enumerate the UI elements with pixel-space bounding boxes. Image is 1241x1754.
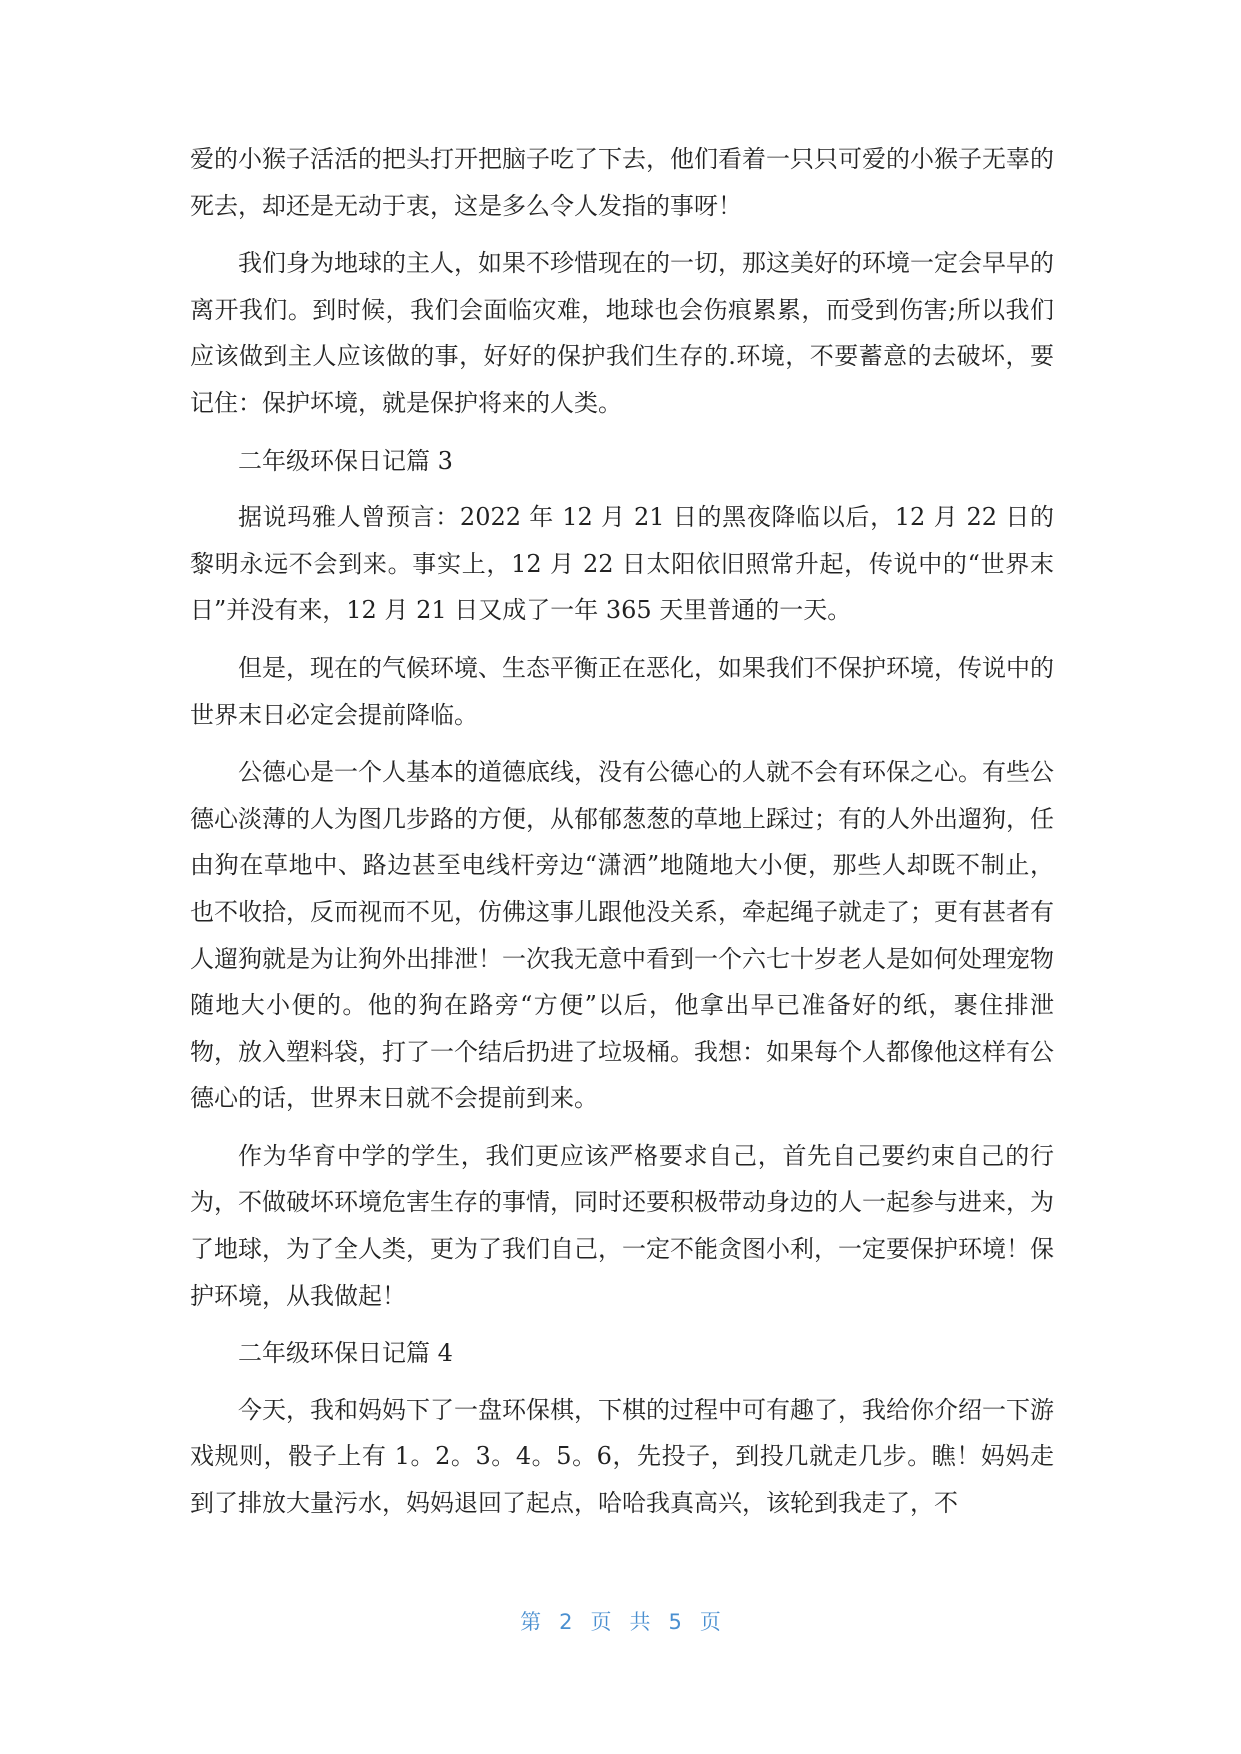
paragraph: 今天，我和妈妈下了一盘环保棋，下棋的过程中可有趣了，我给你介绍一下游戏规则，骰子上有 1。2。3。4。5。6，先投子，到投几就走几步。瞧！妈妈走到了排放大量污水，妈妈退回了起点，哈哈我真高兴，该轮到我走了，不 (190, 1395, 1054, 1518)
paragraph: 但是，现在的气候环境、生态平衡正在恶化，如果我们不保护环境，传说中的世界末日必定会提前降临。 (190, 653, 1054, 729)
total-page-number: 5 (668, 1610, 682, 1634)
paragraph: 公德心是一个人基本的道德底线，没有公德心的人就不会有环保之心。有些公德心淡薄的人为图几步路的方便，从郁郁葱葱的草地上踩过；有的人外出遛狗，任由狗在草地中、路边甚至电线杆旁边“潇洒”地随地大小便，那些人却既不制止，也不收拾，反而视而不见，仿佛这事儿跟他没关系，牵起绳子就走了；更有甚者有人遛狗就是为让狗外出排泄！一次我无意中看到一个六七十岁老人是如何处理宠物随地大小便的。他的狗在路旁“方便”以后，他拿出早已准备好的纸，裹住排泄物，放入塑料袋，打了一个结后扔进了垃圾桶。我想：如果每个人都像他这样有公德心的话，世界末日就不会提前到来。 (190, 758, 1054, 1113)
section-heading: 二年级环保日记篇 3 (238, 446, 453, 475)
page-label: 页 (699, 1610, 721, 1634)
page-label: 页 (590, 1610, 612, 1634)
current-page-number: 2 (559, 1610, 573, 1634)
page-label: 共 (629, 1610, 651, 1634)
paragraph: 爱的小猴子活活的把头打开把脑子吃了下去，他们看着一只只可爱的小猴子无辜的死去，却还是无动于衷，这是多么令人发指的事呀！ (190, 145, 1054, 220)
paragraph: 我们身为地球的主人，如果不珍惜现在的一切，那这美好的环境一定会早早的离开我们。到时候，我们会面临灾难，地球也会伤痕累累，而受到伤害;所以我们应该做到主人应该做的事，好好的保护我们生存的.环境，不要蓄意的去破坏，要记住：保护坏境，就是保护将来的人类。 (190, 249, 1054, 417)
paragraph: 作为华育中学的学生，我们更应该严格要求自己，首先自己要约束自己的行为，不做破坏环境危害生存的事情，同时还要积极带动身边的人一起参与进来，为了地球，为了全人类，更为了我们自己，一定不能贪图小利，一定要保护环境！保护环境，从我做起！ (190, 1141, 1054, 1310)
document-body (190, 136, 1054, 1538)
paragraph: 据说玛雅人曾预言：2022 年 12 月 21 日的黑夜降临以后，12 月 22 日的黎明永远不会到来。事实上，12 月 22 日太阳依旧照常升起，传说中的“世界末日”并没有来，12 月 21 日又成了一年 365 天里普通的一天。 (190, 503, 1054, 625)
page-label: 第 (520, 1610, 542, 1634)
page-number-footer (0, 1606, 1241, 1636)
section-heading: 二年级环保日记篇 4 (238, 1339, 453, 1368)
